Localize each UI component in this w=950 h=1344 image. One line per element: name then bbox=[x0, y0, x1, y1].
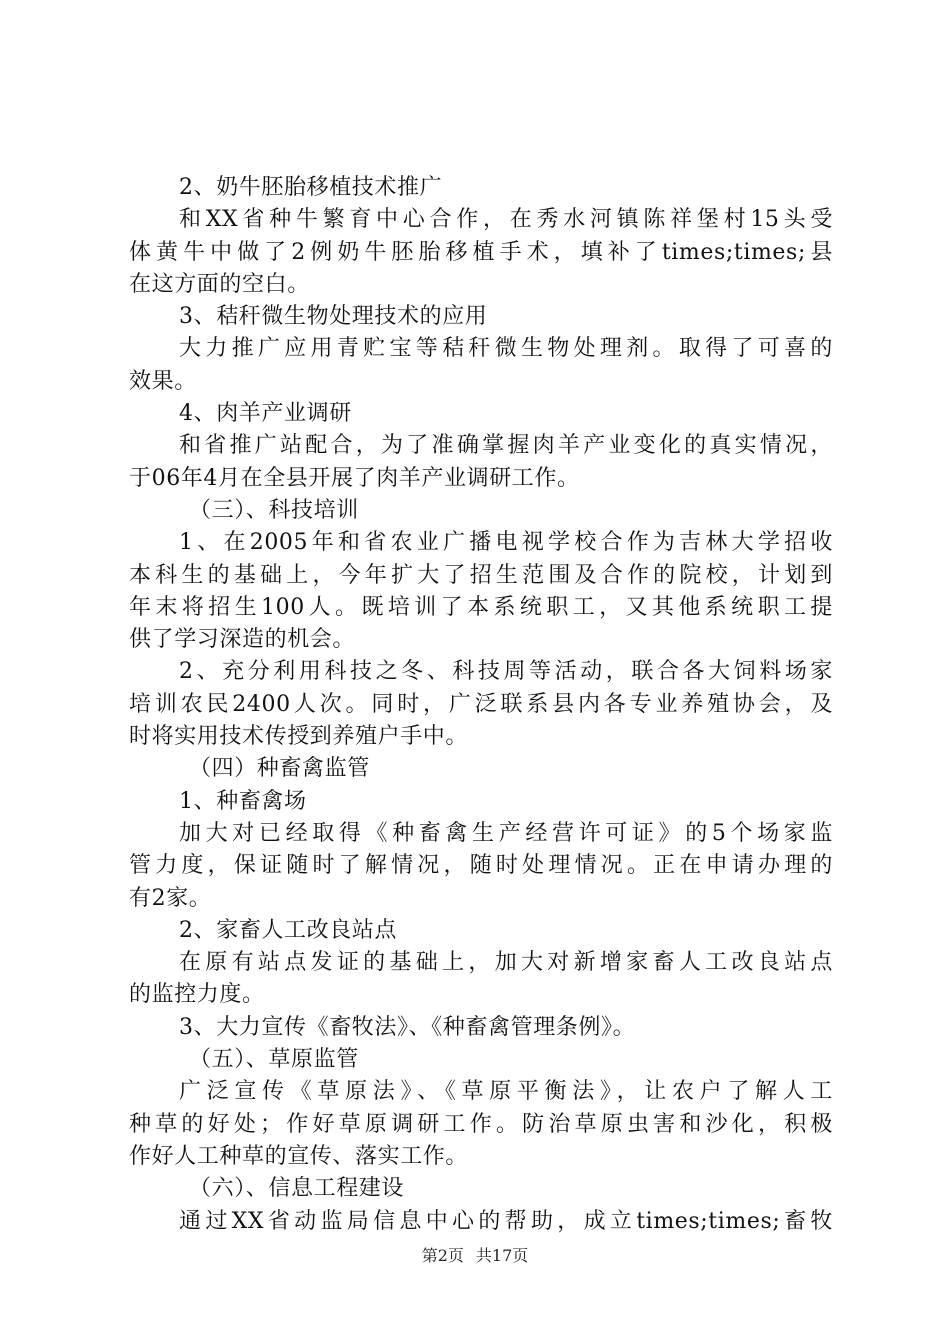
page-number: 第2页 bbox=[421, 1246, 464, 1265]
text-line: 本科生的基础上，今年扩大了招生范围及合作的院校，计划到 bbox=[129, 562, 833, 588]
document-body bbox=[129, 172, 833, 1238]
page-total: 共17页 bbox=[475, 1246, 529, 1265]
text-line: 的监控力度。 bbox=[129, 982, 265, 1008]
text-line: 在这方面的空白。 bbox=[129, 271, 310, 297]
text-line: 3、大力宣传《畜牧法》、《种畜禽管理条例》。 bbox=[179, 1014, 636, 1040]
text-line: （六）、信息工程建设 bbox=[189, 1176, 405, 1202]
text-line: 作好人工种草的宣传、落实工作。 bbox=[129, 1143, 469, 1169]
text-line: 培训农民2400人次。同时，广泛联系县内各专业养殖协会，及 bbox=[129, 691, 833, 717]
text-line: 2、家畜人工改良站点 bbox=[179, 917, 397, 943]
text-line: 大力推广应用青贮宝等秸秆微生物处理剂。取得了可喜的 bbox=[179, 336, 833, 362]
text-line: 种草的好处；作好草原调研工作。防治草原虫害和沙化，积极 bbox=[129, 1111, 833, 1137]
text-line: 有2家。 bbox=[129, 885, 212, 911]
text-line: （五）、草原监管 bbox=[189, 1047, 359, 1073]
text-line: 管力度，保证随时了解情况，随时处理情况。正在申请办理的 bbox=[129, 853, 833, 879]
text-line: 广泛宣传《草原法》、《草原平衡法》，让农户了解人工 bbox=[179, 1079, 833, 1105]
text-line: 3、秸秆微生物处理技术的应用 bbox=[179, 304, 488, 330]
text-line: 2、充分利用科技之冬、科技周等活动，联合各大饲料场家 bbox=[179, 659, 833, 685]
text-line: 效果。 bbox=[129, 368, 197, 394]
text-line: 于06年4月在全县开展了肉羊产业调研工作。 bbox=[129, 465, 580, 491]
text-line: 4、肉羊产业调研 bbox=[179, 401, 352, 427]
text-line: 供了学习深造的机会。 bbox=[129, 627, 356, 653]
text-line: 加大对已经取得《种畜禽生产经营许可证》的5个场家监 bbox=[179, 820, 833, 846]
text-line: （四）种畜禽监管 bbox=[189, 756, 370, 782]
page-footer bbox=[0, 1246, 950, 1266]
text-line: 1、种畜禽场 bbox=[179, 788, 307, 814]
text-line: 2、奶牛胚胎移植技术推广 bbox=[179, 175, 443, 200]
text-line: 和XX省种牛繁育中心合作，在秀水河镇陈祥堡村15头受 bbox=[179, 207, 833, 233]
text-line: 和省推广站配合，为了准确掌握肉羊产业变化的真实情况， bbox=[179, 433, 833, 459]
text-line: 体黄牛中做了2例奶牛胚胎移植手术，填补了times;times;县 bbox=[129, 239, 833, 265]
text-line: 时将实用技术传授到养殖户手中。 bbox=[129, 724, 469, 750]
text-line: （三）、科技培训 bbox=[189, 497, 359, 523]
text-line: 年末将招生100人。既培训了本系统职工，又其他系统职工提 bbox=[129, 594, 833, 620]
text-line: 在原有站点发证的基础上，加大对新增家畜人工改良站点 bbox=[179, 950, 833, 976]
text-line: 1、在2005年和省农业广播电视学校合作为吉林大学招收 bbox=[179, 530, 833, 556]
text-line: 通过XX省动监局信息中心的帮助，成立times;times;畜牧 bbox=[179, 1208, 833, 1234]
